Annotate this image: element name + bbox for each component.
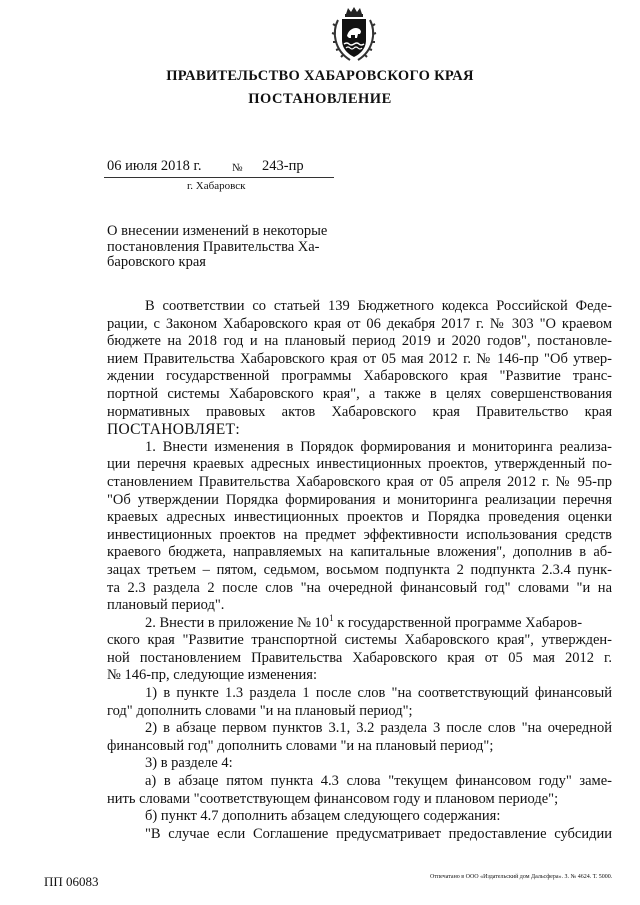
body-line: краевого бюджета, направляемых на капитальные вложения", дополнив в аб- [107,544,612,561]
document-body [107,298,612,843]
city: г. Хабаровск [187,180,246,192]
body-text: 2. Внести в приложение № 10 [145,614,330,631]
body-line: плановый период". [107,597,225,614]
body-line: б) пункт 4.7 дополнить абзацем следующего содержания: [145,808,501,825]
coat-of-arms-icon [330,6,378,64]
body-text: к государственной программе Хабаров- [333,614,583,631]
body-line: становлением Правительства Хабаровского края от 05 апреля 2012 г. № 95-пр [107,473,612,490]
title-line: баровского края [107,254,206,270]
body-line: 1) в пункте 1.3 раздела 1 после слов "на соответствующий финансовый [145,685,612,702]
printer-note: Отпечатано в ООО «Издательский дом Дальсфера». З. № 4624. Т. 5000. [430,874,613,880]
body-line: краевых адресных инвестиционных проектов и Порядка проведения оценки [107,509,612,526]
resolves-heading: ПОСТАНОВЛЯЕТ: [107,421,240,439]
body-line: 3) в разделе 4: [145,755,233,772]
body-line: рации, с Законом Хабаровского края от 06 декабря 2017 г. № 303 "О краевом [107,315,612,332]
number-sign: № [232,162,243,174]
body-line: финансовый год" дополнить словами "и на плановый период"; [107,737,494,754]
document-type: ПОСТАНОВЛЕНИЕ [248,91,392,107]
title-line: постановления Правительства Ха- [107,238,320,255]
body-line: нить словами "соответствующем финансовом году и плановом периоде"; [107,790,559,807]
body-line [107,612,612,633]
body-line: № 146-пр, следующие изменения: [107,667,317,684]
body-line: та 2.3 раздела 2 после слов "на очередной финансовый год" словами "и на [107,579,612,596]
body-line: "Об утверждении Порядка формирования и мониторинга реализации перечня [107,491,612,508]
document-number: 243-пр [262,158,304,174]
body-line: ского края "Развитие транспортной системы Хабаровского края", утвержден- [107,632,612,649]
document-date: 06 июля 2018 г. [107,158,202,174]
organization-title: ПРАВИТЕЛЬСТВО ХАБАРОВСКОГО КРАЯ [166,68,474,84]
document-code: ПП 06083 [44,874,99,889]
body-line: ной постановлением Правительства Хабаровского края от 05 мая 2012 г. [107,649,612,666]
body-line: 2) в абзаце первом пунктов 3.1, 3.2 раздела 3 после слов "на очередной [145,720,612,737]
body-line: инвестиционных проектов на предмет эффективности использования средств [107,526,612,543]
body-line: В соответствии со статьей 139 Бюджетного кодекса Российской Феде- [145,298,612,314]
document-title [107,224,347,271]
body-line: бюджете на 2018 год и на плановый период 2019 и 2020 годов", постановле- [107,333,612,350]
body-line: нормативных правовых актов Хабаровского края Правительство края [107,403,612,420]
body-line: "В случае если Соглашение предусматривает предоставление субсидии [145,825,612,842]
body-line: ции перечня краевых адресных инвестиционных проектов, утвержденный по- [107,456,612,473]
body-line: 1. Внести изменения в Порядок формирования и мониторинга реализа- [145,438,612,455]
body-line: портной системы Хабаровского края", а также в целях совершенствования [107,385,612,402]
body-line: зацах третьем – пятом, седьмом, восьмом подпункта 2 подпункта 2.3.4 пунк- [107,561,612,578]
date-underline [104,177,334,178]
body-line: а) в абзаце пятом пункта 4.3 слова "текущем финансовом году" заме- [145,773,612,790]
body-line: год" дополнить словами "и на плановый период"; [107,702,413,719]
title-line: О внесении изменений в некоторые [107,223,328,239]
body-line: ждении государственной программы Хабаровского края "Развитие транс- [107,368,612,385]
body-line: нием Правительства Хабаровского края от 05 мая 2012 г. № 146-пр "Об утвер- [107,350,612,367]
superscript: 1 [329,612,334,623]
